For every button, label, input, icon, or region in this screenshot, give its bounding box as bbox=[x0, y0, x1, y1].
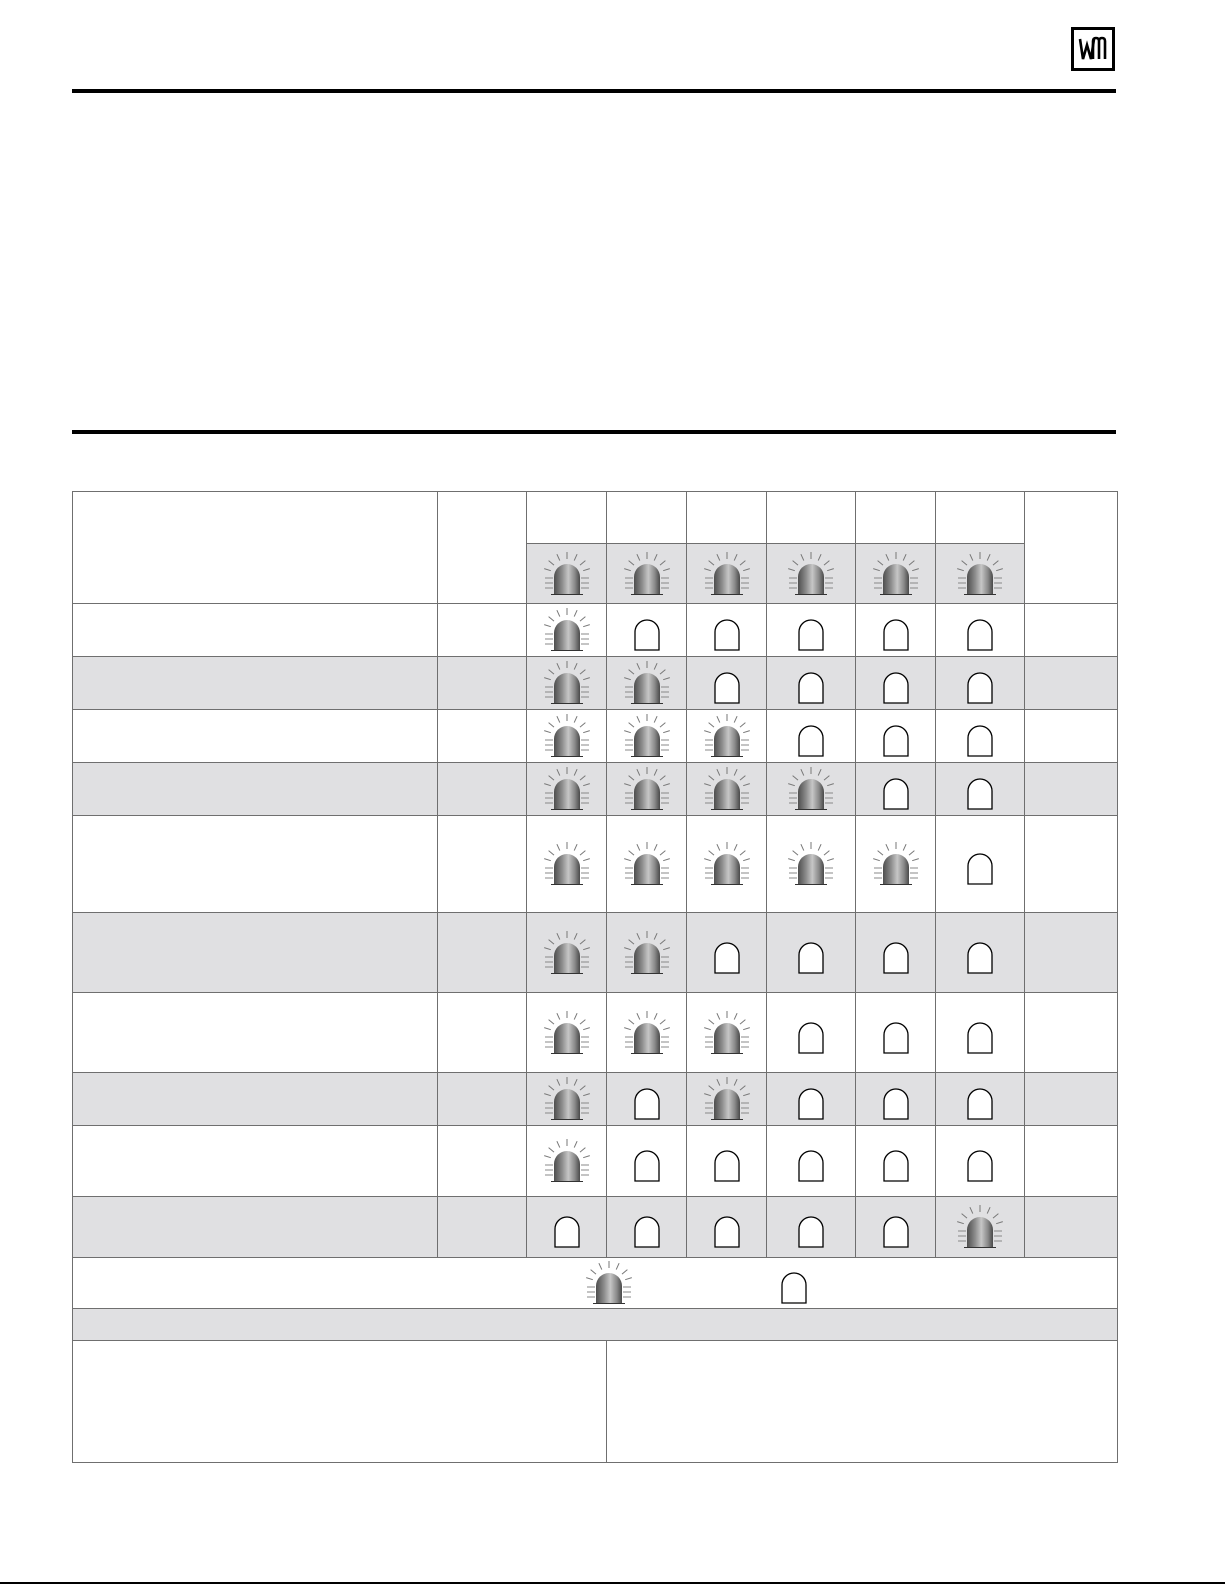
table-header-row bbox=[73, 492, 1118, 544]
header-led-cell bbox=[687, 544, 767, 604]
row-led-cell bbox=[767, 763, 856, 816]
led-off-icon bbox=[956, 931, 1004, 975]
led-off-icon bbox=[872, 1139, 920, 1183]
table-row bbox=[73, 913, 1118, 993]
header-code-cell bbox=[438, 492, 527, 604]
row-led-cell bbox=[767, 657, 856, 710]
row-description-cell bbox=[73, 816, 438, 913]
led-off-icon bbox=[770, 1261, 818, 1305]
row-led-cell bbox=[936, 763, 1025, 816]
led-off-icon bbox=[787, 1077, 835, 1121]
row-action-cell bbox=[1025, 993, 1118, 1073]
row-description-cell bbox=[73, 710, 438, 763]
section-rule bbox=[72, 430, 1116, 434]
wm-logo-icon bbox=[1071, 27, 1115, 71]
led-off-icon bbox=[623, 1139, 671, 1183]
table-row bbox=[73, 1073, 1118, 1126]
row-led-cell bbox=[767, 993, 856, 1073]
row-led-cell bbox=[856, 913, 936, 993]
footer-rule bbox=[0, 1582, 1225, 1584]
legend-cell bbox=[73, 1258, 1118, 1309]
row-led-cell bbox=[607, 763, 687, 816]
led-off-icon bbox=[703, 1139, 751, 1183]
row-action-cell bbox=[1025, 657, 1118, 710]
row-led-cell bbox=[856, 816, 936, 913]
legend-led-off bbox=[770, 1261, 818, 1305]
row-led-cell bbox=[527, 657, 607, 710]
header-column-label-cell bbox=[856, 492, 936, 544]
row-led-cell bbox=[687, 1197, 767, 1258]
row-action-cell bbox=[1025, 1126, 1118, 1197]
led-off-icon bbox=[787, 714, 835, 758]
led-on-icon bbox=[623, 714, 671, 758]
led-off-icon bbox=[703, 661, 751, 705]
row-led-cell bbox=[527, 604, 607, 657]
row-led-cell bbox=[527, 1126, 607, 1197]
row-led-cell bbox=[607, 657, 687, 710]
header-column-label-cell bbox=[687, 492, 767, 544]
row-led-cell bbox=[607, 993, 687, 1073]
row-led-cell bbox=[936, 913, 1025, 993]
row-led-cell bbox=[687, 604, 767, 657]
led-off-icon bbox=[872, 608, 920, 652]
led-on-icon bbox=[787, 552, 835, 596]
led-on-icon bbox=[543, 767, 591, 811]
row-led-cell bbox=[936, 1126, 1025, 1197]
row-action-cell bbox=[1025, 913, 1118, 993]
row-action-cell bbox=[1025, 1197, 1118, 1258]
row-code-cell bbox=[438, 710, 527, 763]
led-off-icon bbox=[787, 1011, 835, 1055]
table-row bbox=[73, 993, 1118, 1073]
row-action-cell bbox=[1025, 710, 1118, 763]
led-on-icon bbox=[703, 842, 751, 886]
row-action-cell bbox=[1025, 604, 1118, 657]
row-led-cell bbox=[856, 1073, 936, 1126]
led-off-icon bbox=[543, 1205, 591, 1249]
row-led-cell bbox=[687, 657, 767, 710]
led-on-icon bbox=[543, 931, 591, 975]
led-off-icon bbox=[956, 767, 1004, 811]
notes-right-cell bbox=[607, 1341, 1118, 1463]
row-action-cell bbox=[1025, 763, 1118, 816]
row-led-cell bbox=[687, 993, 767, 1073]
led-off-icon bbox=[872, 714, 920, 758]
led-off-icon bbox=[703, 1205, 751, 1249]
led-off-icon bbox=[872, 661, 920, 705]
row-led-cell bbox=[856, 763, 936, 816]
row-code-cell bbox=[438, 1073, 527, 1126]
led-on-icon bbox=[543, 1139, 591, 1183]
notes-left-cell bbox=[73, 1341, 607, 1463]
led-off-icon bbox=[623, 608, 671, 652]
led-on-icon bbox=[703, 714, 751, 758]
header-action-cell bbox=[1025, 492, 1118, 604]
table-row bbox=[73, 604, 1118, 657]
led-off-icon bbox=[787, 931, 835, 975]
notes-heading-cell bbox=[73, 1309, 1118, 1341]
legend-row bbox=[73, 1258, 1118, 1309]
row-led-cell bbox=[687, 913, 767, 993]
row-led-cell bbox=[936, 1073, 1025, 1126]
row-led-cell bbox=[936, 710, 1025, 763]
row-code-cell bbox=[438, 763, 527, 816]
led-on-icon bbox=[543, 608, 591, 652]
row-led-cell bbox=[687, 763, 767, 816]
row-code-cell bbox=[438, 1197, 527, 1258]
led-on-icon bbox=[543, 842, 591, 886]
row-description-cell bbox=[73, 993, 438, 1073]
row-led-cell bbox=[856, 710, 936, 763]
table-row bbox=[73, 816, 1118, 913]
led-off-icon bbox=[703, 608, 751, 652]
row-led-cell bbox=[856, 657, 936, 710]
row-led-cell bbox=[607, 913, 687, 993]
row-led-cell bbox=[767, 1073, 856, 1126]
led-off-icon bbox=[872, 1205, 920, 1249]
row-led-cell bbox=[527, 816, 607, 913]
row-led-cell bbox=[856, 993, 936, 1073]
led-on-icon bbox=[956, 1205, 1004, 1249]
led-off-icon bbox=[623, 1077, 671, 1121]
row-led-cell bbox=[767, 1197, 856, 1258]
led-on-icon bbox=[543, 552, 591, 596]
led-on-icon bbox=[623, 552, 671, 596]
header-description-cell bbox=[73, 492, 438, 604]
header-column-label-cell bbox=[767, 492, 856, 544]
led-off-icon bbox=[956, 1011, 1004, 1055]
led-on-icon bbox=[543, 1011, 591, 1055]
notes-row bbox=[73, 1341, 1118, 1463]
row-led-cell bbox=[607, 1073, 687, 1126]
row-code-cell bbox=[438, 657, 527, 710]
row-led-cell bbox=[767, 710, 856, 763]
led-on-icon bbox=[623, 661, 671, 705]
row-action-cell bbox=[1025, 816, 1118, 913]
row-led-cell bbox=[936, 1197, 1025, 1258]
row-led-cell bbox=[767, 913, 856, 993]
led-status-table bbox=[72, 491, 1118, 1463]
led-on-icon bbox=[872, 842, 920, 886]
led-on-icon bbox=[585, 1261, 633, 1305]
row-code-cell bbox=[438, 913, 527, 993]
led-off-icon bbox=[956, 1139, 1004, 1183]
led-off-icon bbox=[956, 661, 1004, 705]
row-led-cell bbox=[856, 604, 936, 657]
led-on-icon bbox=[543, 1077, 591, 1121]
led-on-icon bbox=[703, 1011, 751, 1055]
row-code-cell bbox=[438, 993, 527, 1073]
row-led-cell bbox=[936, 604, 1025, 657]
row-led-cell bbox=[767, 1126, 856, 1197]
led-off-icon bbox=[872, 767, 920, 811]
table-row bbox=[73, 710, 1118, 763]
row-description-cell bbox=[73, 1073, 438, 1126]
header-column-label-cell bbox=[607, 492, 687, 544]
row-led-cell bbox=[936, 993, 1025, 1073]
led-on-icon bbox=[623, 842, 671, 886]
header-led-cell bbox=[607, 544, 687, 604]
row-led-cell bbox=[856, 1197, 936, 1258]
led-off-icon bbox=[872, 1011, 920, 1055]
led-on-icon bbox=[787, 842, 835, 886]
led-off-icon bbox=[787, 608, 835, 652]
led-off-icon bbox=[787, 661, 835, 705]
notes-heading-band bbox=[73, 1309, 1118, 1341]
row-code-cell bbox=[438, 604, 527, 657]
row-led-cell bbox=[527, 710, 607, 763]
table-row bbox=[73, 657, 1118, 710]
led-on-icon bbox=[623, 931, 671, 975]
row-led-cell bbox=[767, 604, 856, 657]
row-description-cell bbox=[73, 913, 438, 993]
row-led-cell bbox=[607, 1126, 687, 1197]
row-led-cell bbox=[687, 710, 767, 763]
header-led-cell bbox=[936, 544, 1025, 604]
led-on-icon bbox=[703, 1077, 751, 1121]
row-led-cell bbox=[687, 1073, 767, 1126]
table-row bbox=[73, 1126, 1118, 1197]
led-off-icon bbox=[787, 1205, 835, 1249]
row-led-cell bbox=[607, 816, 687, 913]
led-on-icon bbox=[623, 1011, 671, 1055]
row-led-cell bbox=[936, 816, 1025, 913]
led-on-icon bbox=[623, 767, 671, 811]
row-led-cell bbox=[527, 763, 607, 816]
led-on-icon bbox=[956, 552, 1004, 596]
row-led-cell bbox=[687, 816, 767, 913]
row-led-cell bbox=[767, 816, 856, 913]
led-on-icon bbox=[543, 661, 591, 705]
led-off-icon bbox=[956, 1077, 1004, 1121]
led-off-icon bbox=[956, 714, 1004, 758]
header-column-label-cell bbox=[936, 492, 1025, 544]
row-led-cell bbox=[527, 1073, 607, 1126]
led-on-icon bbox=[543, 714, 591, 758]
header-led-cell bbox=[527, 544, 607, 604]
led-on-icon bbox=[703, 552, 751, 596]
row-led-cell bbox=[607, 710, 687, 763]
led-off-icon bbox=[872, 1077, 920, 1121]
row-description-cell bbox=[73, 763, 438, 816]
led-off-icon bbox=[872, 931, 920, 975]
row-description-cell bbox=[73, 1197, 438, 1258]
led-on-icon bbox=[703, 767, 751, 811]
led-off-icon bbox=[956, 842, 1004, 886]
table-row bbox=[73, 763, 1118, 816]
row-description-cell bbox=[73, 1126, 438, 1197]
row-action-cell bbox=[1025, 1073, 1118, 1126]
header-column-label-cell bbox=[527, 492, 607, 544]
row-led-cell bbox=[936, 657, 1025, 710]
led-off-icon bbox=[956, 608, 1004, 652]
row-description-cell bbox=[73, 604, 438, 657]
led-off-icon bbox=[623, 1205, 671, 1249]
table-row bbox=[73, 1197, 1118, 1258]
header-rule bbox=[72, 89, 1116, 93]
led-on-icon bbox=[872, 552, 920, 596]
row-description-cell bbox=[73, 657, 438, 710]
led-on-icon bbox=[787, 767, 835, 811]
row-led-cell bbox=[527, 1197, 607, 1258]
row-led-cell bbox=[856, 1126, 936, 1197]
row-code-cell bbox=[438, 1126, 527, 1197]
row-led-cell bbox=[527, 913, 607, 993]
row-led-cell bbox=[527, 993, 607, 1073]
row-led-cell bbox=[607, 1197, 687, 1258]
row-code-cell bbox=[438, 816, 527, 913]
header-led-cell bbox=[856, 544, 936, 604]
row-led-cell bbox=[687, 1126, 767, 1197]
led-off-icon bbox=[787, 1139, 835, 1183]
header-led-cell bbox=[767, 544, 856, 604]
legend-led-on bbox=[585, 1261, 633, 1305]
row-led-cell bbox=[607, 604, 687, 657]
led-off-icon bbox=[703, 931, 751, 975]
